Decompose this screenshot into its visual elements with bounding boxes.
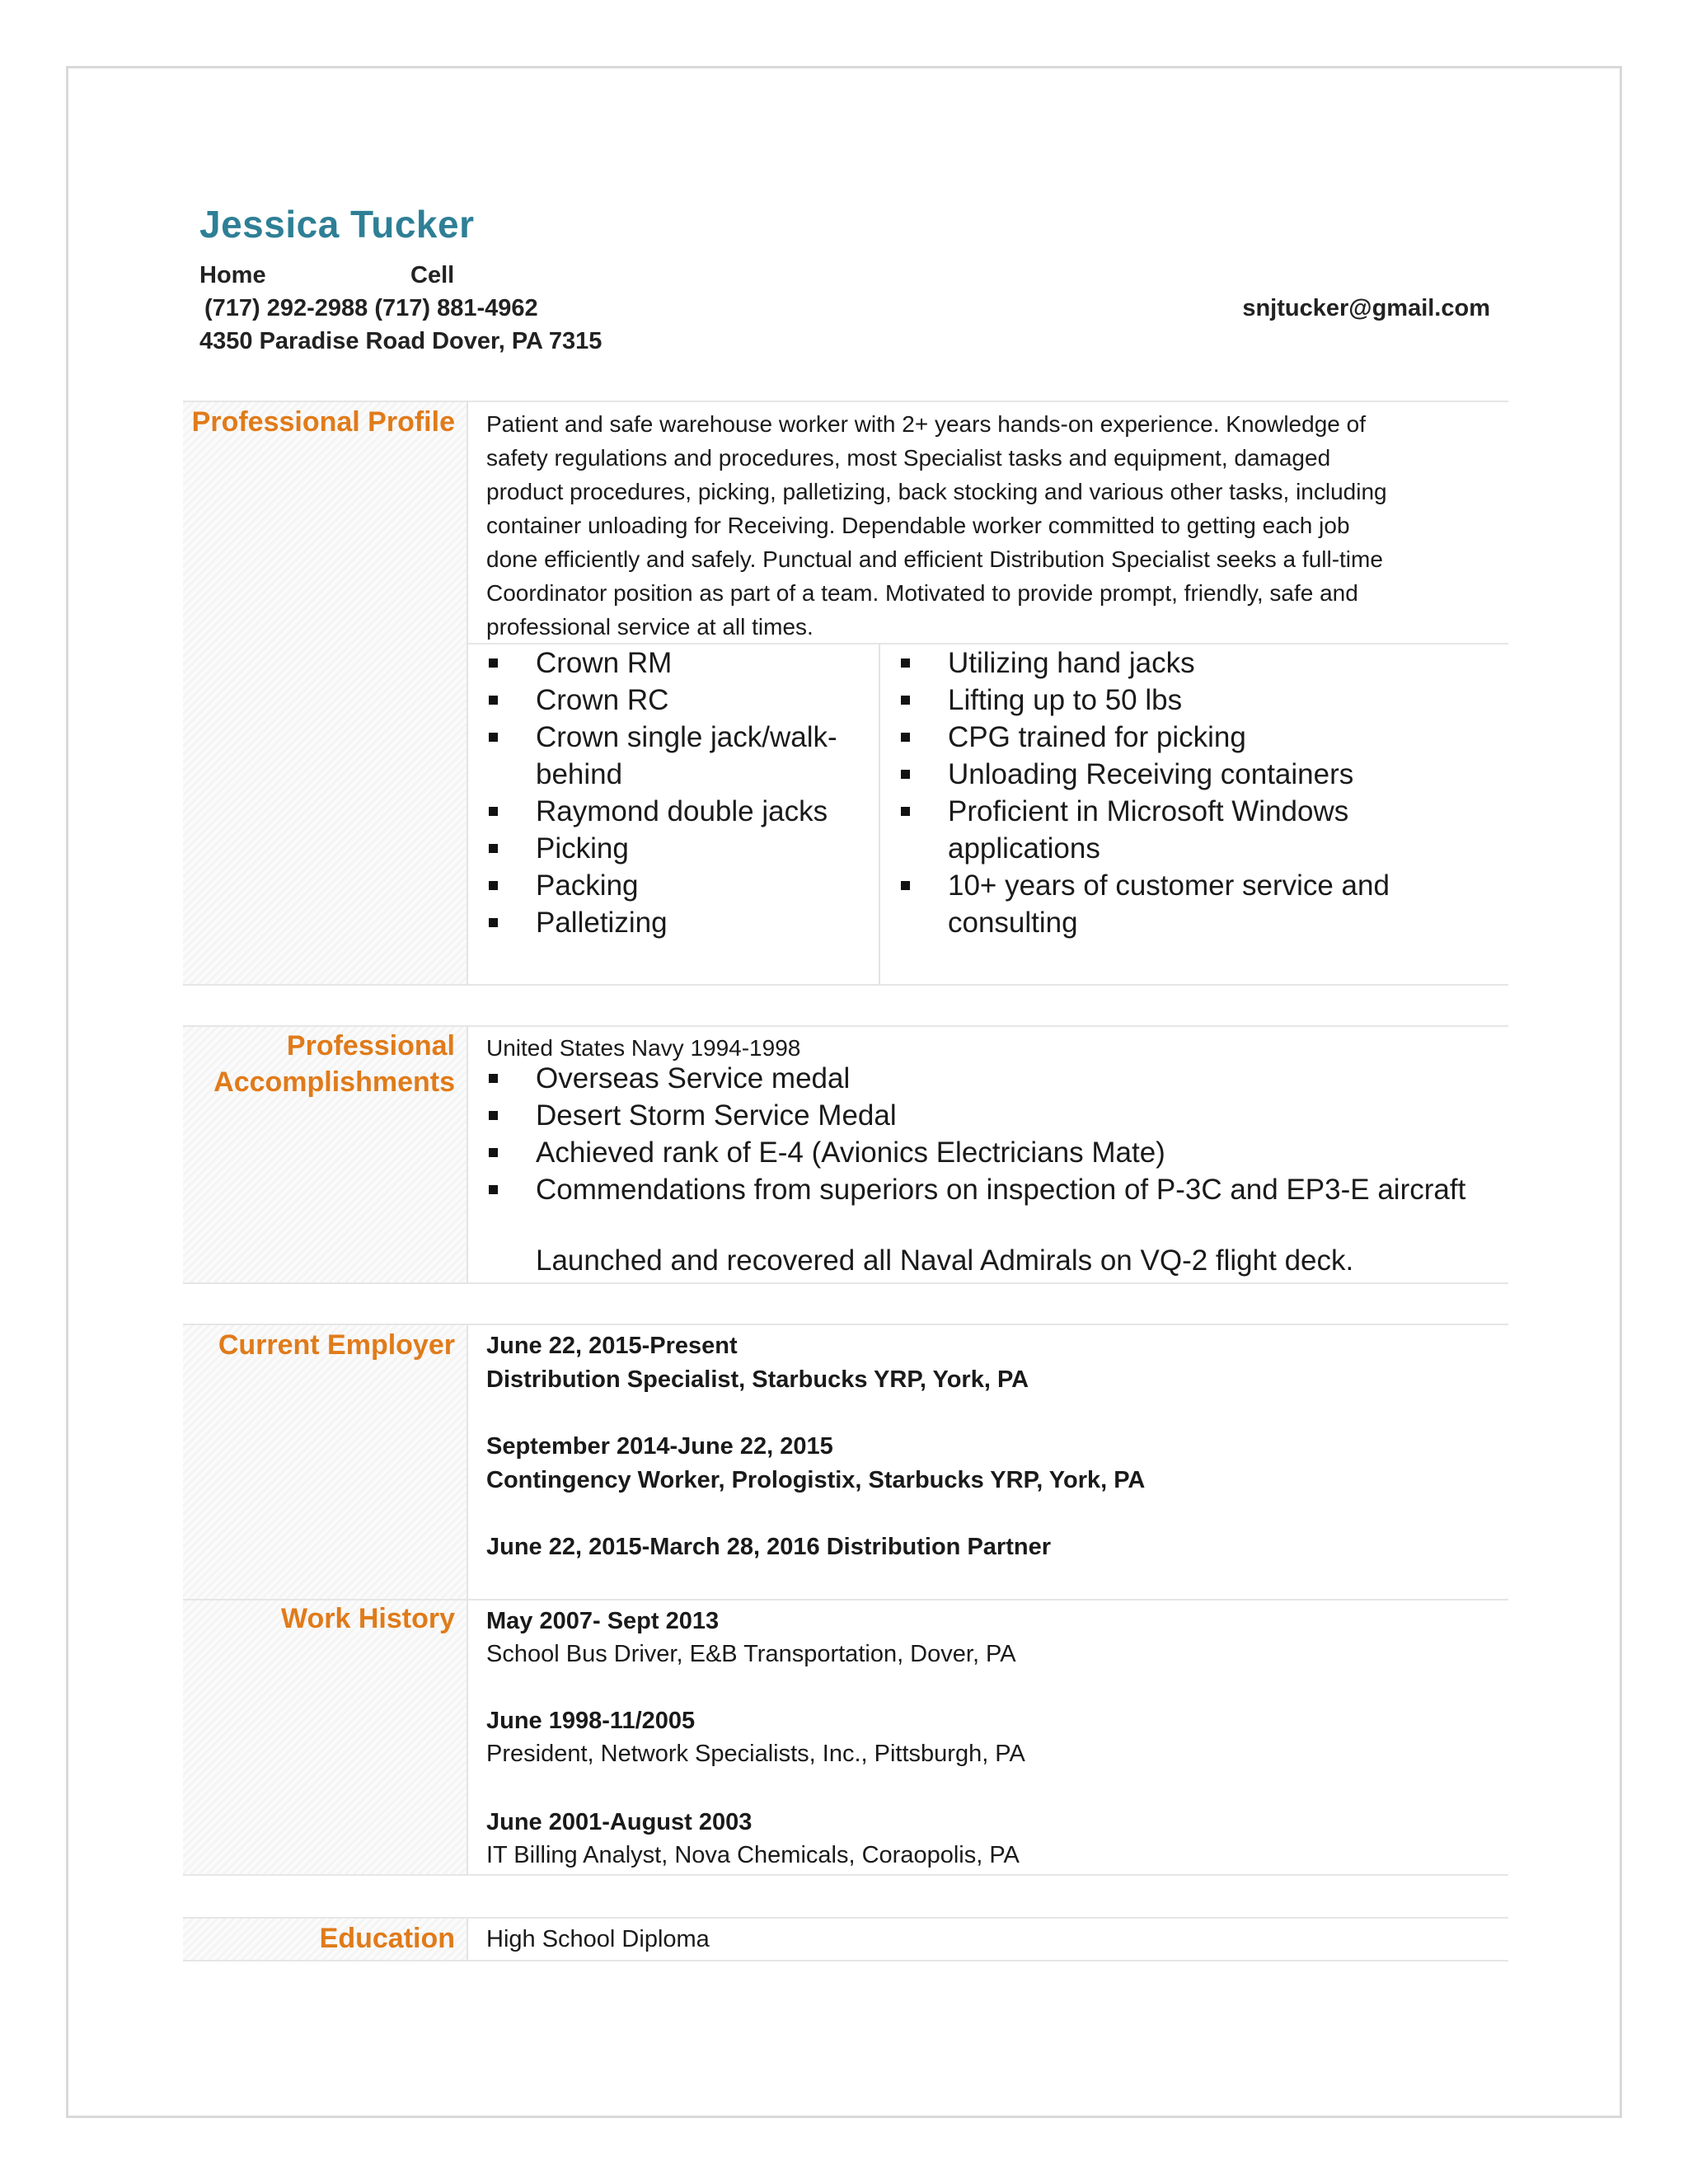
- list-item: 10+ years of customer service and consulting: [898, 867, 1426, 941]
- job-dates: May 2007- Sept 2013: [486, 1608, 720, 1634]
- email-address: snjtucker@gmail.com: [1242, 295, 1490, 321]
- job-dates: June 1998-11/2005: [486, 1708, 696, 1734]
- contingent-job-dates: September 2014-June 22, 2015: [486, 1433, 833, 1460]
- profile-summary: Patient and safe warehouse worker with 2+ years hands-on experience. Knowledge of safety regulations and procedures, most Specialist tasks and equipment, damaged product procedures, picking, palletizing, back stocking and various other tasks, including container unloading for Receiving. Dependable worker committed to getting each job done efficiently and safely. Punctual and efficient Distribution Specialist seeks a full-time Coordinator position as part of a team. Motivated to provide prompt, friendly, safe and professional service at all times.: [486, 411, 1387, 640]
- list-item: Commendations from superiors on inspection of P-3C and EP3-E aircraft: [486, 1171, 1500, 1208]
- list-item: Packing: [486, 867, 849, 904]
- list-item: Utilizing hand jacks: [898, 644, 1426, 682]
- list-item: Picking: [486, 830, 849, 867]
- list-item: CPG trained for picking: [898, 719, 1426, 756]
- skills-list-right: [898, 644, 1426, 941]
- current-employer-label: Current Employer: [218, 1329, 455, 1361]
- current-job-dates: June 22, 2015-Present: [486, 1333, 738, 1359]
- list-item: Palletizing: [486, 904, 849, 941]
- accomplishments-intro: United States Navy 1994-1998: [486, 1035, 801, 1061]
- profile-label: Professional Profile: [191, 406, 455, 438]
- education-label: Education: [319, 1923, 455, 1954]
- education-value: High School Diploma: [486, 1926, 710, 1952]
- partner-job-line: June 22, 2015-March 28, 2016 Distribution Partner: [486, 1534, 1051, 1560]
- contingent-job-title: Contingency Worker, Prologistix, Starbucks YRP, York, PA: [486, 1467, 1146, 1493]
- list-item: Unloading Receiving containers: [898, 756, 1426, 793]
- list-item: Proficient in Microsoft Windows applications: [898, 793, 1426, 867]
- list-item: Crown RC: [486, 682, 849, 719]
- job-detail: President, Network Specialists, Inc., Pittsburgh, PA: [486, 1741, 1025, 1767]
- accomplishments-label: Professional Accomplishments: [213, 1030, 455, 1098]
- list-item: Overseas Service medal: [486, 1060, 1500, 1097]
- list-item: Achieved rank of E-4 (Avionics Electricians Mate): [486, 1134, 1500, 1171]
- job-detail: IT Billing Analyst, Nova Chemicals, Coraopolis, PA: [486, 1842, 1020, 1868]
- work-history-label: Work History: [281, 1603, 455, 1634]
- phone-numbers: (717) 292-2988 (717) 881-4962: [204, 295, 538, 321]
- list-item: Crown RM: [486, 644, 849, 682]
- profile-label-column: [183, 402, 468, 984]
- list-item: Lifting up to 50 lbs: [898, 682, 1426, 719]
- list-item: Raymond double jacks: [486, 793, 849, 830]
- accomplishment-extra: Launched and recovered all Naval Admirals on VQ-2 flight deck.: [536, 1244, 1354, 1277]
- job-detail: School Bus Driver, E&B Transportation, Dover, PA: [486, 1641, 1016, 1667]
- skills-column-divider: [879, 643, 880, 984]
- candidate-name: Jessica Tucker: [199, 203, 475, 246]
- job-dates: June 2001-August 2003: [486, 1809, 753, 1835]
- list-item: Desert Storm Service Medal: [486, 1097, 1500, 1134]
- home-label: Home: [199, 262, 266, 288]
- list-item: Crown single jack/walk-behind: [486, 719, 849, 793]
- accomplishments-list: [486, 1060, 1500, 1208]
- skills-list-left: [486, 644, 849, 941]
- current-job-title: Distribution Specialist, Starbucks YRP, York, PA: [486, 1366, 1029, 1393]
- cell-label: Cell: [410, 262, 455, 288]
- home-address: 4350 Paradise Road Dover, PA 7315: [199, 328, 603, 354]
